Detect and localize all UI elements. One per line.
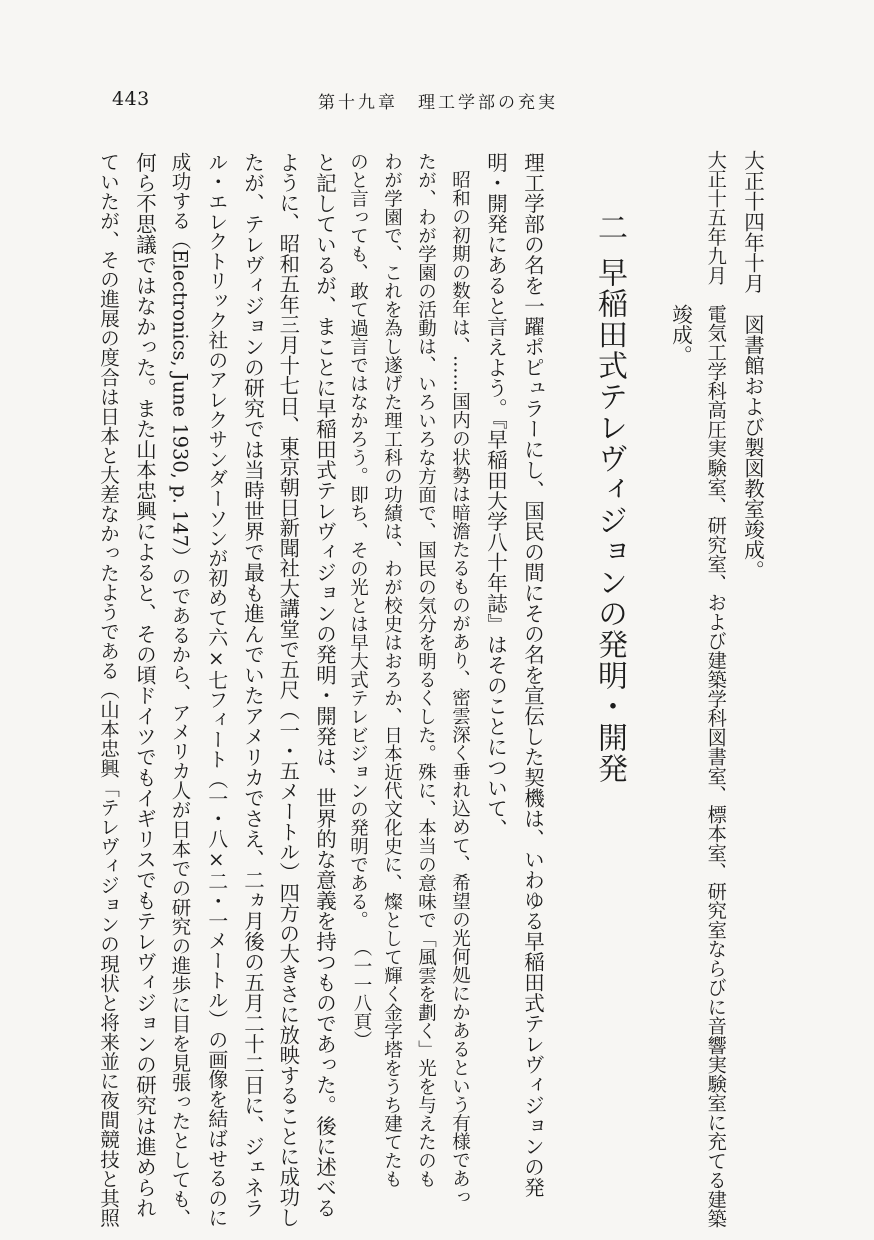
body-line: ていたが、その進展の度合は日本と大差なかったようである（山本忠興「テレヴィジョンの現状と将来並に夜間競技と其照 xyxy=(96,152,120,1228)
body-line: 理工学部の名を一躍ポピュラーにし、国民の間にその名を宣伝した契機は、いわゆる早稲田式テレヴィジョンの発 xyxy=(520,152,545,1198)
chronology-entry: 大正十五年九月 電気工学科高圧実験室、研究室、および建築学科図書室、標本室、研究室ならびに音響実験室に充てる建築 xyxy=(704,150,728,1228)
body-line: ように、昭和五年三月十七日、東京朝日新聞社大講堂で五尺（一・五メートル）四方の大きさに放映することに成功し xyxy=(276,152,301,1228)
body-line: 成功する（Electronics, June 1930, p. 147）のであるから、アメリカ人が日本での研究の進歩に目を見張ったとしても、 xyxy=(168,152,192,1228)
body-line: たが、テレヴィジョンの研究では当時世界で最も進んでいたアメリカでさえ、二ヵ月後の五月二十二日に、ジェネラ xyxy=(240,152,265,1218)
chronology-entry: 大正十四年十月 図書館および製図教室竣成。 xyxy=(740,150,765,581)
page-header xyxy=(0,88,874,112)
section-heading xyxy=(592,212,627,784)
quotation-line: わが学園で、これを為し遂げた理工科の功績は、わが校史はおろか、日本近代文化史に、燦として輝く金字塔をうち建てたも xyxy=(381,152,403,1188)
running-head: 第十九章 理工学部の充実 xyxy=(318,93,558,113)
quotation-line: 昭和の初期の数年は、……国内の状勢は暗澹たるものがあり、密雲深く垂れ込めて、希望の光何処にかあるという有様であっ xyxy=(449,170,471,1206)
body-line: と記しているが、まことに早稲田式テレヴィジョンの発明・開発は、世界的な意義を持つものであった。後に述べる xyxy=(312,152,337,1218)
quotation-line: たが、わが学園の活動は、いろいろな方面で、国民の気分を明るくした。殊に、本当の意味で「風雲を劃く」光を与えたのも xyxy=(415,152,437,1188)
section-title: 早稲田式テレヴィジョンの発明・開発 xyxy=(592,257,627,784)
chronology-entry-continuation: 竣成。 xyxy=(668,304,693,366)
body-line: 明・開発にあると言えよう。『早稲田大学八十年誌』はそのことについて、 xyxy=(483,152,508,839)
page-number: 443 xyxy=(112,88,150,110)
quotation-line: のと言っても、敢て過言ではなかろう。即ち、その光とは早大式テレビジョンの発明である。 xyxy=(347,152,369,929)
body-line: 何ら不思議ではなかった。また山本忠興によると、その頃ドイツでもイギリスでもテレヴィジョンの研究は進められ xyxy=(132,152,157,1218)
quotation-citation: （一一八頁） xyxy=(351,938,372,1049)
section-number: 二 xyxy=(592,212,627,243)
body-line: ル・エレクトリック社のアレクサンダーソンが初めて六×七フィート（一・八×二・一メートル）の画像を結ばせるのに xyxy=(204,152,228,1228)
